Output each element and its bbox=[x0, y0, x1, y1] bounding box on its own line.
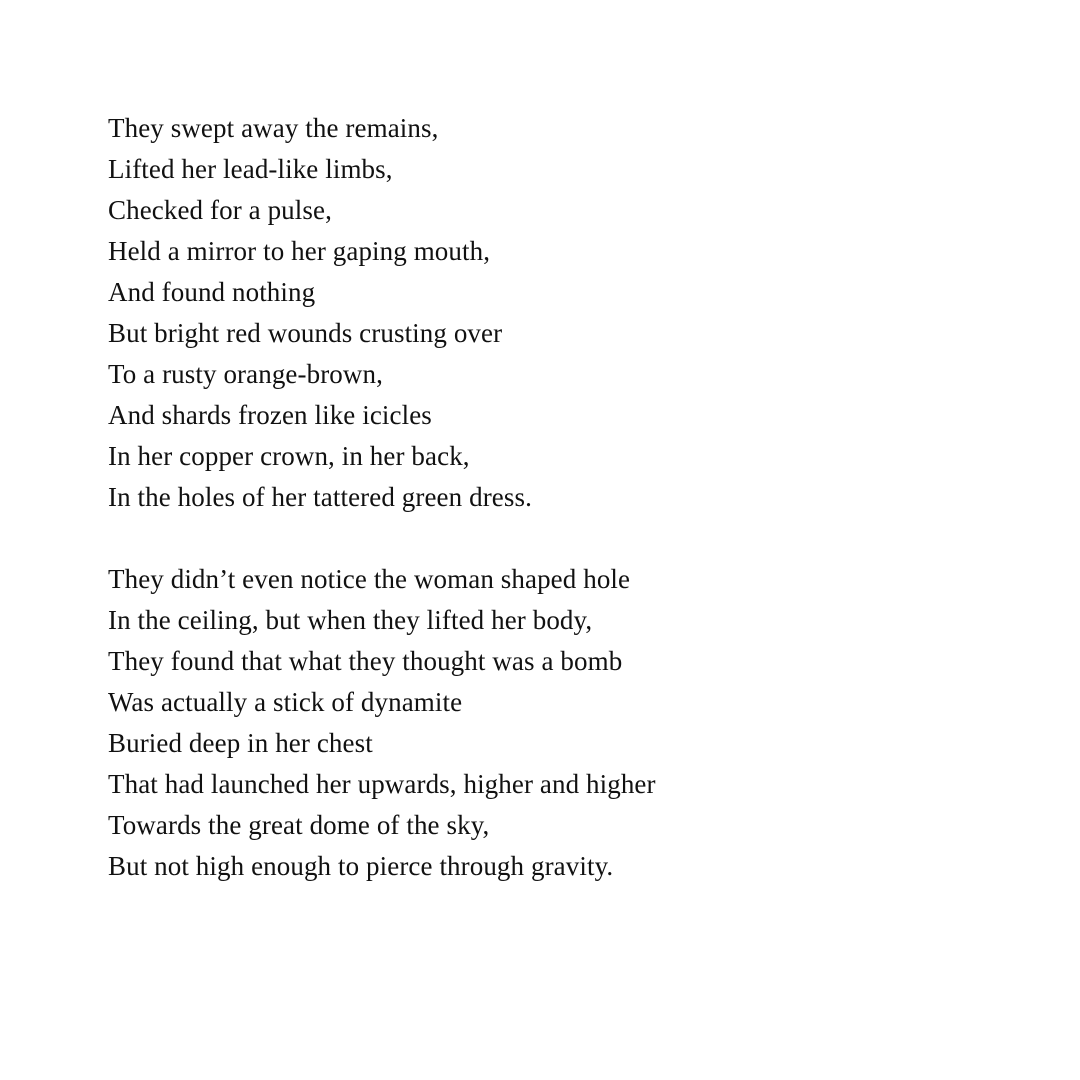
poem-line: That had launched her upwards, higher and higher bbox=[108, 769, 656, 799]
stanza-2 bbox=[108, 559, 1008, 887]
poem-line: In the holes of her tattered green dress. bbox=[108, 482, 532, 512]
poem-line: And found nothing bbox=[108, 277, 316, 307]
poem-line: They swept away the remains, bbox=[108, 113, 439, 143]
stanza-1 bbox=[108, 108, 1008, 518]
poem-line: And shards frozen like icicles bbox=[108, 400, 432, 430]
poem-line: To a rusty orange-brown, bbox=[108, 359, 383, 389]
poem-line: Buried deep in her chest bbox=[108, 728, 373, 758]
poem-line: Was actually a stick of dynamite bbox=[108, 687, 463, 717]
poem-line: But bright red wounds crusting over bbox=[108, 318, 503, 348]
poem-body bbox=[108, 108, 1008, 887]
poem-line: In the ceiling, but when they lifted her body, bbox=[108, 605, 593, 635]
poem-line: But not high enough to pierce through gravity. bbox=[108, 851, 614, 881]
poem-line: In her copper crown, in her back, bbox=[108, 441, 470, 471]
poem-line: They didn’t even notice the woman shaped hole bbox=[108, 564, 631, 594]
poem-line: Lifted her lead-like limbs, bbox=[108, 154, 393, 184]
poem-line: Towards the great dome of the sky, bbox=[108, 810, 490, 840]
poem-line: Checked for a pulse, bbox=[108, 195, 332, 225]
poem-line: They found that what they thought was a bomb bbox=[108, 646, 623, 676]
poem-line: Held a mirror to her gaping mouth, bbox=[108, 236, 491, 266]
